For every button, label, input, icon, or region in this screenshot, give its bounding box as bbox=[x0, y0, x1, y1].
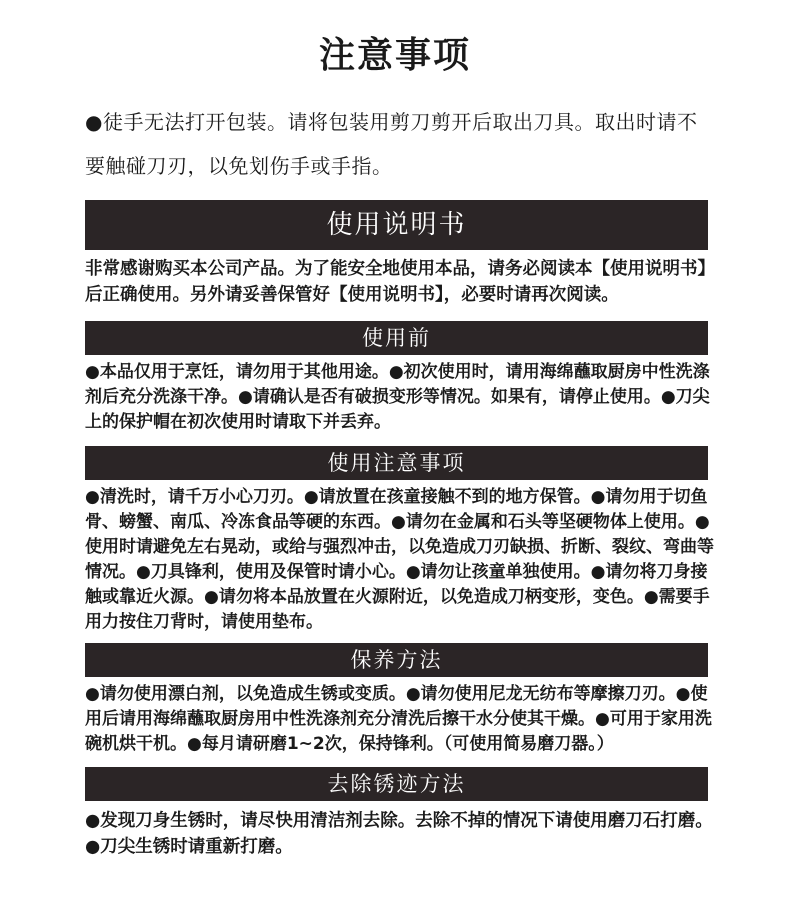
section-text-rust-removal: ●发现刀身生锈时，请尽快用清洁剂去除。去除不掉的情况下请使用磨刀石打磨。●刀尖生锈时请重新打磨。 bbox=[85, 811, 713, 857]
section-text-usage-notes: ●清洗时，请千万小心刀刃。●请放置在孩童接触不到的地方保管。●请勿用于切鱼骨、螃蟹、南瓜、冷冻食品等硬的东西。●请勿在金属和石头等坚硬物体上使用。●使用时请避免左右晃动，或给与强烈冲击，以免造成刀刃缺损、折断、裂纹、弯曲等情况。●刀具锋利，使用及保管时请小心。●请勿让孩童单独使用。●请勿将刀身接触或靠近火源。●请勿将本品放置在火源附近，以免造成刀柄变形，变色。●需要手用力按住刀背时，请使用垫布。 bbox=[85, 487, 714, 632]
section-text-before-use: ●本品仅用于烹饪，请勿用于其他用途。●初次使用时，请用海绵蘸取厨房中性洗涤剂后充分洗涤干净。●请确认是否有破损变形等情况。如果有，请停止使用。●刀尖上的保护帽在初次使用时请取下并丢弃。 bbox=[85, 362, 710, 432]
page-title: 注意事项 bbox=[318, 35, 471, 76]
section-text-maintenance: ●请勿使用漂白剂，以免造成生锈或变质。●请勿使用尼龙无纺布等摩擦刀刃。●使用后请用海绵蘸取厨房用中性洗涤剂充分清洗后擦干水分使其干燥。●可用于家用洗碗机烘干机。●每月请研磨1~2次，保持锋利。（可使用简易磨刀器。） bbox=[85, 684, 712, 754]
section-heading-before-use: 使用前 bbox=[85, 321, 708, 355]
section-heading-rust-removal: 去除锈迹方法 bbox=[85, 767, 708, 801]
section-heading-maintenance: 保养方法 bbox=[85, 643, 708, 677]
intro-warning: ●徒手无法打开包装。请将包装用剪刀剪开后取出刀具。取出时请不要触碰刀刃，以免划伤手或手指。 bbox=[85, 110, 698, 178]
section-heading-usage-notes: 使用注意事项 bbox=[85, 446, 708, 480]
manual-heading: 使用说明书 bbox=[85, 200, 708, 250]
manual-intro-text: 非常感谢购买本公司产品。为了能安全地使用本品，请务必阅读本【使用说明书】后正确使用。另外请妥善保管好【使用说明书】，必要时请再次阅读。 bbox=[85, 259, 715, 305]
